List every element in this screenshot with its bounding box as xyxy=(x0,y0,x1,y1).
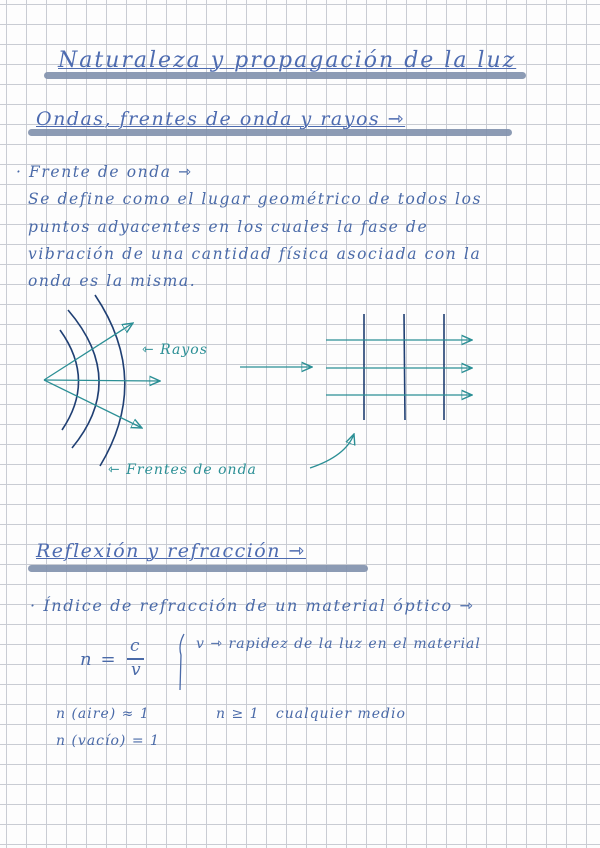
formula-numerator: c xyxy=(130,636,142,656)
ray-lower xyxy=(44,380,142,428)
formula-n: n = xyxy=(80,649,118,670)
refraction-index-bullet: · Índice de refracción de un material óptico ⇾ xyxy=(30,596,475,615)
definition-line-3: vibración de una cantidad física asociada con la xyxy=(28,245,482,263)
ray-middle xyxy=(44,380,160,381)
section-heading-refraction: Reflexión y refracción ⇾ xyxy=(36,540,306,562)
rays-label: ⇽ Rayos xyxy=(142,342,208,358)
wavefront-arc-2 xyxy=(68,310,99,448)
n-air: n (aire) ≈ 1 xyxy=(56,706,150,722)
definition-bracket xyxy=(180,634,184,690)
n-vacuum: n (vacío) = 1 xyxy=(56,733,160,749)
wavefront-heading: · Frente de onda ⇾ xyxy=(16,163,193,181)
definition-line-2: puntos adyacentes en los cuales la fase de xyxy=(28,218,429,236)
ray-upper xyxy=(44,323,133,380)
fronts-label: ⇽ Frentes de onda xyxy=(108,462,257,478)
fronts-pointer-arrow xyxy=(310,434,354,468)
section-heading-waves: Ondas, frentes de onda y rayos ⇾ xyxy=(36,108,406,130)
plane-front-2 xyxy=(404,314,405,420)
formula-denominator: v xyxy=(131,660,143,680)
page-title: Naturaleza y propagación de la luz xyxy=(58,48,517,73)
definition-line-1: Se define como el lugar geométrico de todos los xyxy=(28,190,483,208)
speed-definition: v ⇾ rapidez de la luz en el material xyxy=(196,636,481,652)
n-any-medium: n ≥ 1 cualquier medio xyxy=(216,706,406,722)
definition-line-4: onda es la misma. xyxy=(28,272,197,290)
